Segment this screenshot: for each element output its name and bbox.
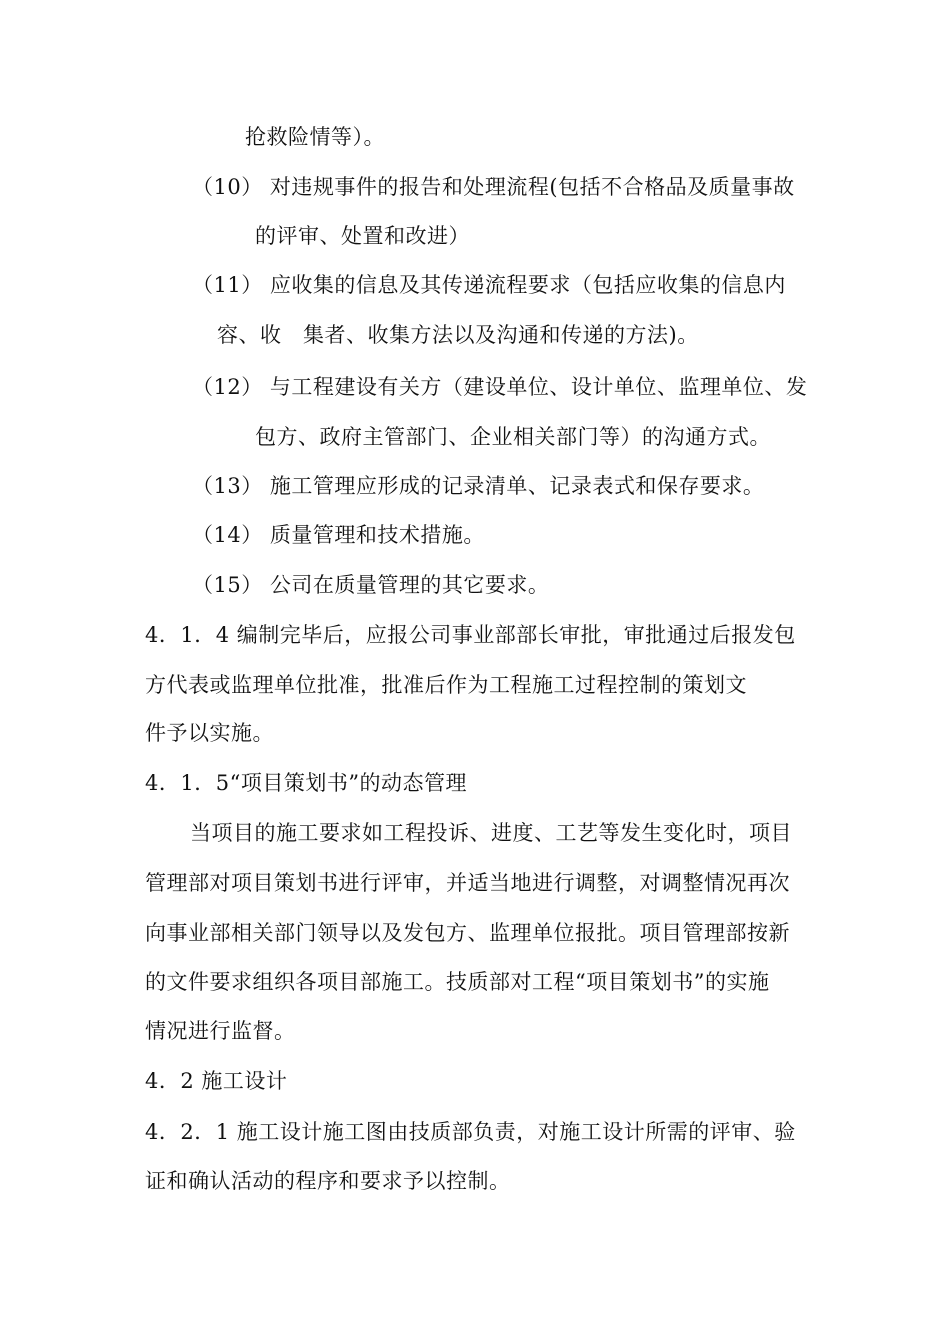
text-line: 容、收 集者、收集方法以及沟通和传递的方法)。 bbox=[217, 323, 699, 347]
text-line: 当项目的施工要求如工程投诉、进度、工艺等发生变化时，项目 bbox=[190, 821, 792, 845]
text-line: 的评审、处置和改进） bbox=[255, 224, 470, 248]
text-line: 包方、政府主管部门、企业相关部门等）的沟通方式。 bbox=[255, 425, 771, 449]
text-line: 件予以实施。 bbox=[145, 721, 274, 745]
text-line: 4．1．5“项目策划书”的动态管理 bbox=[145, 771, 468, 795]
text-line: 4．2 施工设计 bbox=[145, 1069, 288, 1093]
text-line: 证和确认活动的程序和要求予以控制。 bbox=[145, 1169, 511, 1193]
text-line: 4．2．1 施工设计施工图由技质部负责，对施工设计所需的评审、验 bbox=[145, 1120, 796, 1144]
text-line: （13） 施工管理应形成的记录清单、记录表式和保存要求。 bbox=[192, 474, 765, 498]
text-line: （10） 对违规事件的报告和处理流程(包括不合格品及质量事故 bbox=[192, 175, 795, 199]
text-line: 向事业部相关部门领导以及发包方、监理单位报批。项目管理部按新 bbox=[145, 921, 790, 945]
text-line: 4．1．4 编制完毕后，应报公司事业部部长审批，审批通过后报发包 bbox=[145, 623, 796, 647]
text-line: （12） 与工程建设有关方（建设单位、设计单位、监理单位、发 bbox=[192, 375, 808, 399]
text-line: 抢救险情等）。 bbox=[245, 125, 385, 149]
text-line: 方代表或监理单位批准，批准后作为工程施工过程控制的策划文 bbox=[145, 673, 747, 697]
text-line: 的文件要求组织各项目部施工。技质部对工程“项目策划书”的实施 bbox=[145, 970, 770, 994]
text-line: （15） 公司在质量管理的其它要求。 bbox=[192, 573, 550, 597]
text-line: （14） 质量管理和技术措施。 bbox=[192, 523, 485, 547]
text-line: 管理部对项目策划书进行评审，并适当地进行调整，对调整情况再次 bbox=[145, 871, 790, 895]
text-line: （11） 应收集的信息及其传递流程要求（包括应收集的信息内 bbox=[192, 273, 786, 297]
text-line: 情况进行监督。 bbox=[145, 1019, 296, 1043]
